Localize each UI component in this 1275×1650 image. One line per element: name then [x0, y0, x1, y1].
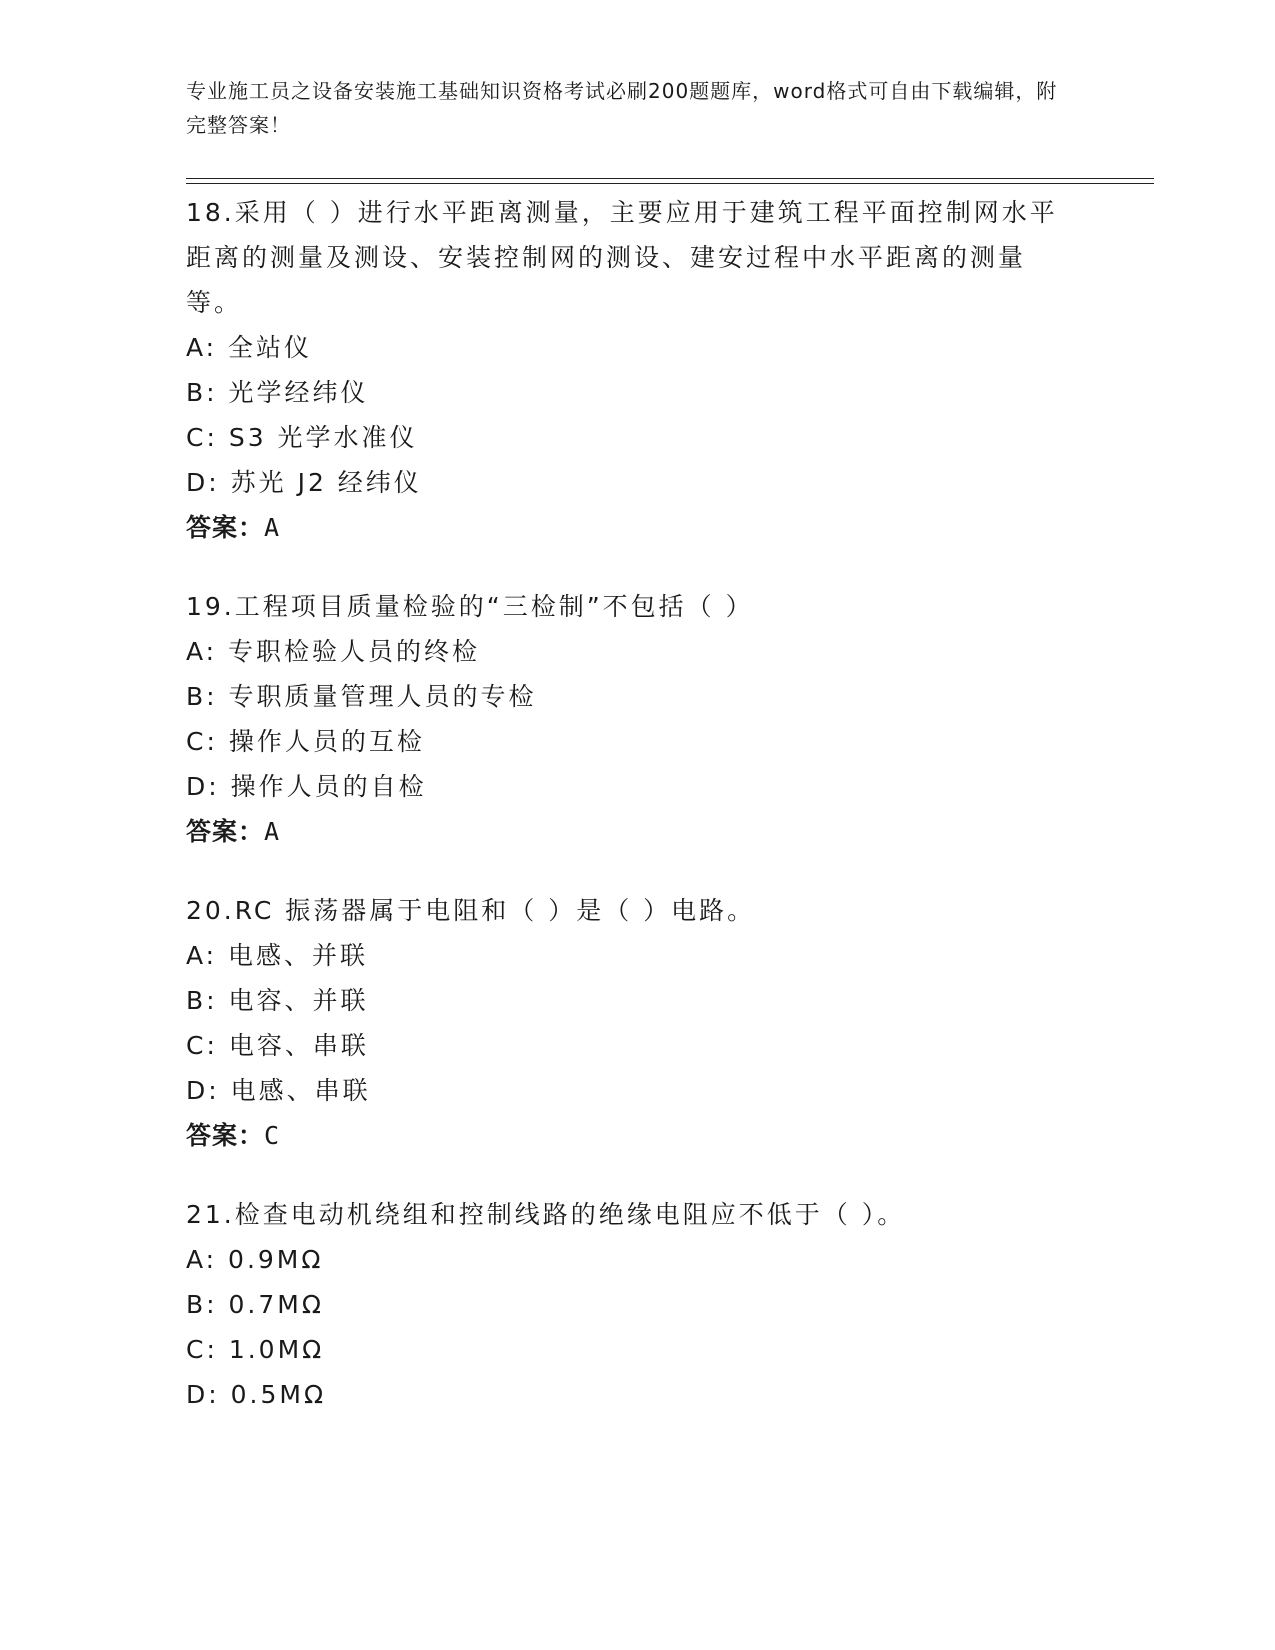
option-b: B: 0.7MΩ: [186, 1290, 324, 1319]
answer-value: A: [264, 513, 281, 542]
header-divider-top: [186, 178, 1154, 179]
question-stem: 21.检查电动机绕组和控制线路的绝缘电阻应不低于（ ）。: [186, 1200, 906, 1229]
question-stem: 18.采用（ ）进行水平距离测量，主要应用于建筑工程平面控制网水平距离的测量及测设、安装控制网的测设、建安过程中水平距离的测量等。: [186, 198, 1058, 317]
option-c: C: 电容、串联: [186, 1031, 369, 1060]
option-c: C: 1.0MΩ: [186, 1335, 325, 1364]
option-b: B: 专职质量管理人员的专检: [186, 682, 537, 711]
answer-value: C: [264, 1121, 281, 1150]
answer-label: 答案：: [186, 513, 265, 542]
option-c: C: 操作人员的互检: [186, 727, 425, 756]
answer-line: [186, 1113, 1066, 1158]
question-20: [186, 888, 1066, 1158]
option-b: B: 电容、并联: [186, 986, 369, 1015]
header-divider-bottom: [186, 183, 1154, 184]
answer-label: 答案：: [186, 817, 265, 846]
option-d: D: 0.5MΩ: [186, 1380, 327, 1409]
option-a: A: 电感、并联: [186, 941, 369, 970]
option-a: A: 全站仪: [186, 333, 313, 362]
question-18: [186, 190, 1066, 550]
answer-line: [186, 809, 1066, 854]
answer-label: 答案：: [186, 1121, 265, 1150]
answer-value: A: [264, 817, 281, 846]
document-intro: 专业施工员之设备安装施工基础知识资格考试必刷200题题库，word格式可自由下载编辑，附完整答案！: [186, 79, 1058, 137]
question-stem: 19.工程项目质量检验的“三检制”不包括（ ）: [186, 592, 754, 621]
option-d: D: 苏光 J2 经纬仪: [186, 468, 422, 497]
question-21: [186, 1192, 1066, 1417]
answer-line: [186, 505, 1066, 550]
question-list: [186, 190, 1066, 1451]
question-stem: 20.RC 振荡器属于电阻和（ ）是（ ）电路。: [186, 896, 756, 925]
option-d: D: 电感、串联: [186, 1076, 371, 1105]
option-a: A: 专职检验人员的终检: [186, 637, 481, 666]
option-a: A: 0.9MΩ: [186, 1245, 324, 1274]
option-b: B: 光学经纬仪: [186, 378, 369, 407]
option-c: C: S3 光学水准仪: [186, 423, 418, 452]
option-d: D: 操作人员的自检: [186, 772, 427, 801]
question-19: [186, 584, 1066, 854]
